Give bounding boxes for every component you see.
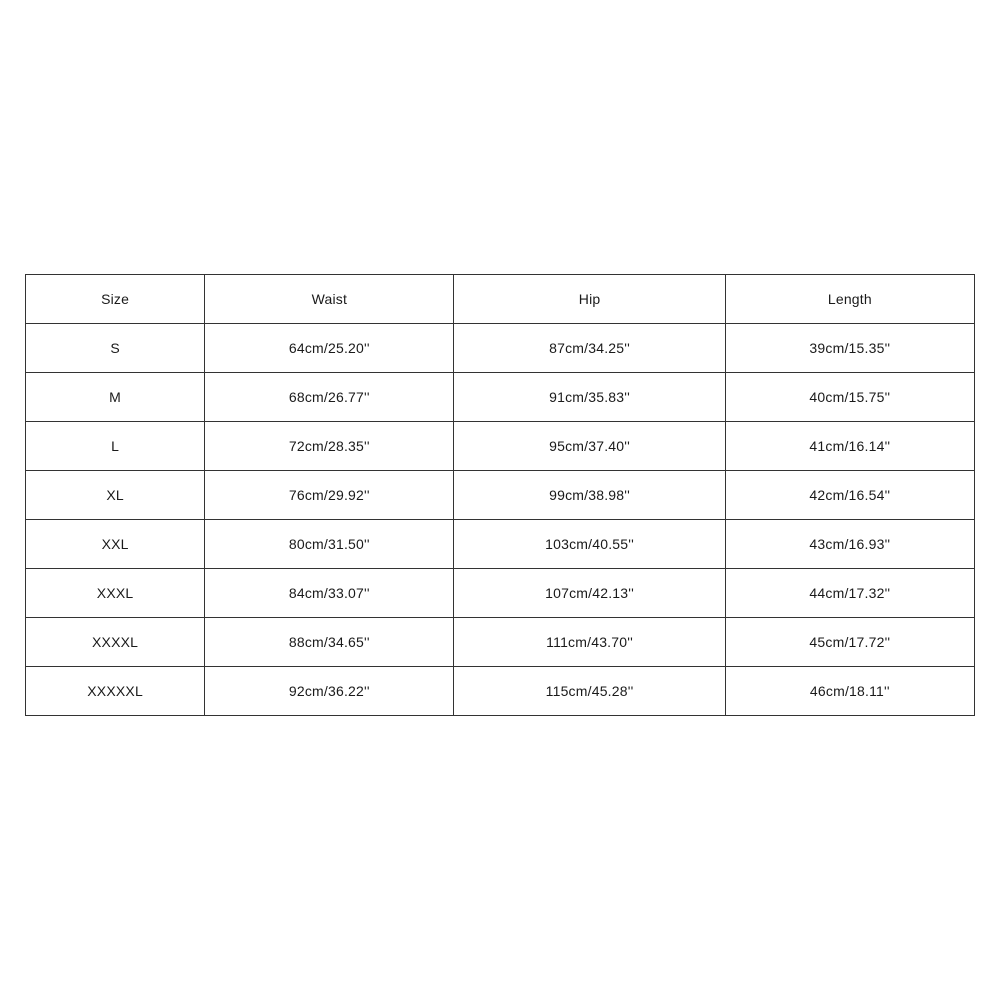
table-row <box>26 373 975 422</box>
size-cell: XXXXXL <box>26 667 205 716</box>
length-cell: 39cm/15.35'' <box>725 324 974 373</box>
waist-cell: 64cm/25.20'' <box>205 324 454 373</box>
waist-cell: 92cm/36.22'' <box>205 667 454 716</box>
table-row <box>26 520 975 569</box>
hip-cell: 111cm/43.70'' <box>454 618 725 667</box>
table-row <box>26 618 975 667</box>
header-row <box>26 275 975 324</box>
length-cell: 46cm/18.11'' <box>725 667 974 716</box>
length-cell: 44cm/17.32'' <box>725 569 974 618</box>
hip-cell: 107cm/42.13'' <box>454 569 725 618</box>
hip-cell: 87cm/34.25'' <box>454 324 725 373</box>
waist-cell: 84cm/33.07'' <box>205 569 454 618</box>
table-row <box>26 324 975 373</box>
hip-cell: 99cm/38.98'' <box>454 471 725 520</box>
table-row <box>26 667 975 716</box>
size-cell: M <box>26 373 205 422</box>
size-cell: XXXL <box>26 569 205 618</box>
header-length: Length <box>725 275 974 324</box>
size-chart-table <box>25 274 975 716</box>
hip-cell: 91cm/35.83'' <box>454 373 725 422</box>
table-row <box>26 471 975 520</box>
waist-cell: 72cm/28.35'' <box>205 422 454 471</box>
waist-cell: 80cm/31.50'' <box>205 520 454 569</box>
length-cell: 45cm/17.72'' <box>725 618 974 667</box>
size-cell: L <box>26 422 205 471</box>
table-row <box>26 422 975 471</box>
waist-cell: 76cm/29.92'' <box>205 471 454 520</box>
size-cell: XXL <box>26 520 205 569</box>
header-size: Size <box>26 275 205 324</box>
length-cell: 43cm/16.93'' <box>725 520 974 569</box>
length-cell: 42cm/16.54'' <box>725 471 974 520</box>
header-hip: Hip <box>454 275 725 324</box>
hip-cell: 95cm/37.40'' <box>454 422 725 471</box>
length-cell: 40cm/15.75'' <box>725 373 974 422</box>
waist-cell: 68cm/26.77'' <box>205 373 454 422</box>
length-cell: 41cm/16.14'' <box>725 422 974 471</box>
size-cell: XL <box>26 471 205 520</box>
header-waist: Waist <box>205 275 454 324</box>
size-cell: XXXXL <box>26 618 205 667</box>
hip-cell: 115cm/45.28'' <box>454 667 725 716</box>
hip-cell: 103cm/40.55'' <box>454 520 725 569</box>
table-row <box>26 569 975 618</box>
size-cell: S <box>26 324 205 373</box>
waist-cell: 88cm/34.65'' <box>205 618 454 667</box>
